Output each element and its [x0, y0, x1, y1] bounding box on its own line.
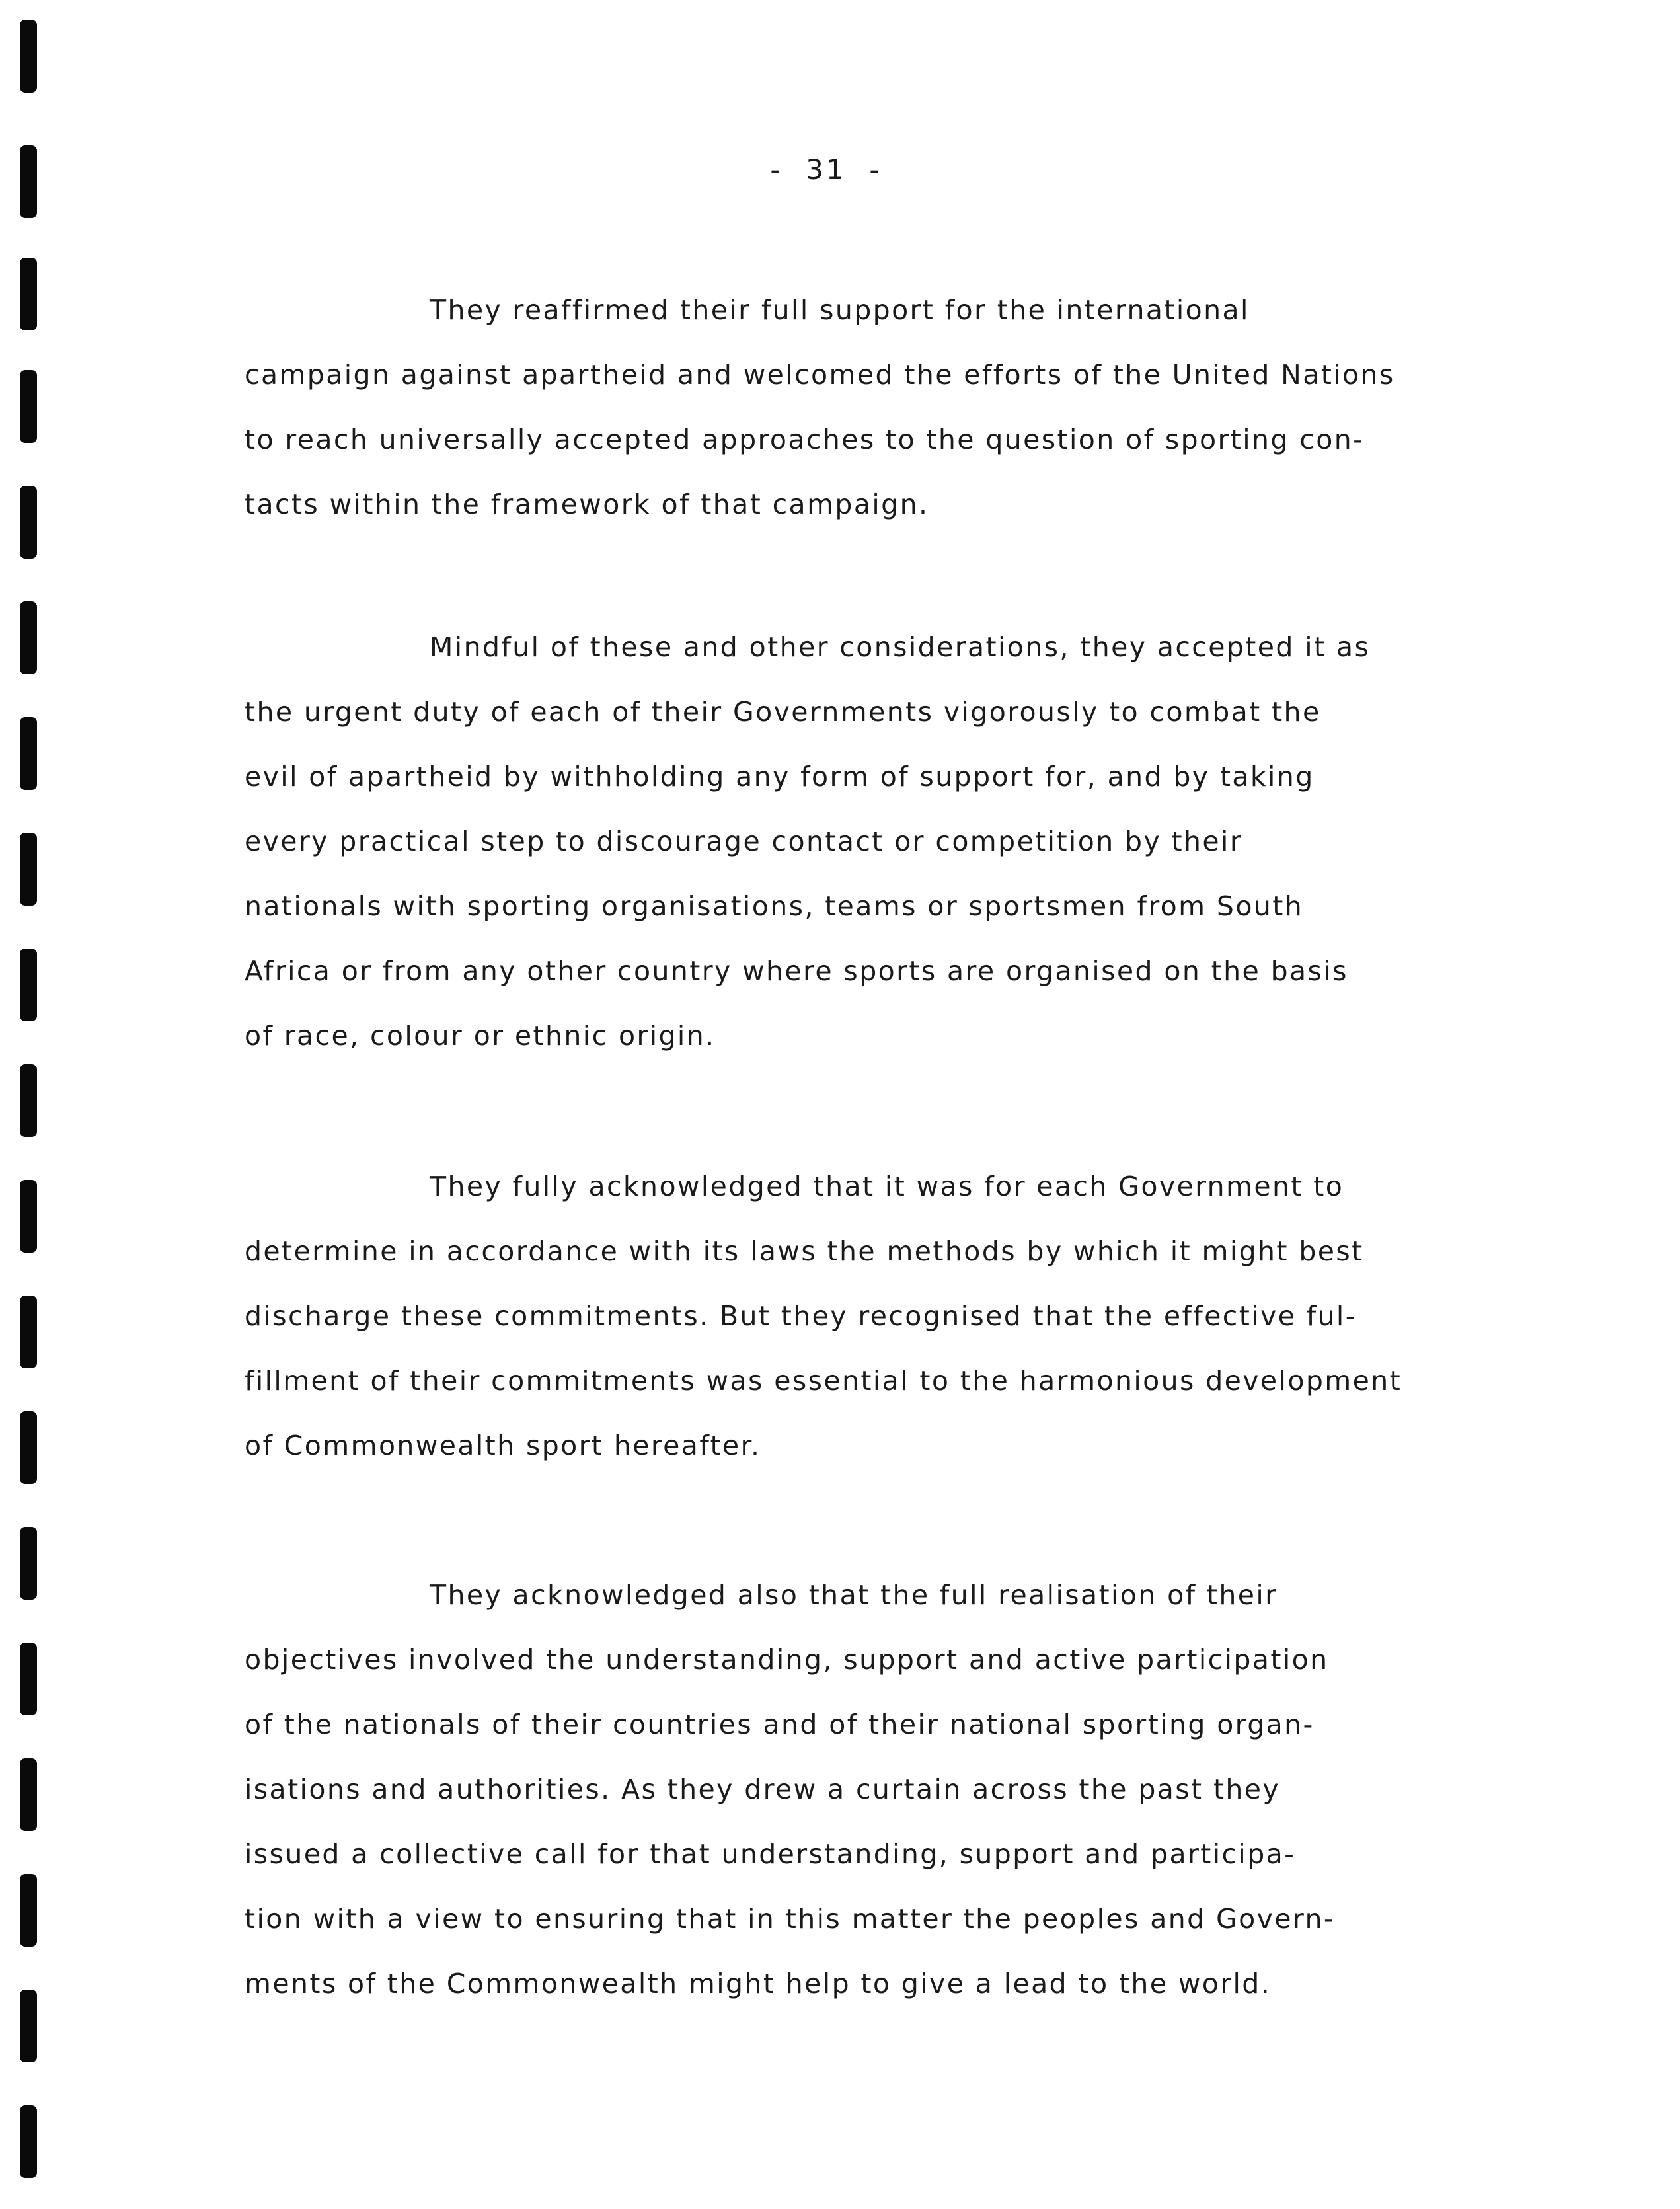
binding-hole [20, 601, 37, 674]
text-line: objectives involved the understanding, support and active participation [245, 1644, 1329, 1676]
binding-hole [20, 1990, 37, 2062]
text-line: They fully acknowledged that it was for each Government to [430, 1171, 1344, 1202]
paragraph [245, 1563, 1480, 2016]
binding-hole [20, 1643, 37, 1715]
text-line: of Commonwealth sport hereafter. [245, 1430, 761, 1461]
text-line: every practical step to discourage contact or competition by their [245, 826, 1243, 857]
binding-hole [20, 20, 37, 93]
text-line: They acknowledged also that the full realisation of their [430, 1579, 1278, 1611]
binding-hole [20, 717, 37, 790]
text-line: the urgent duty of each of their Governments vigorously to combat the [245, 696, 1321, 728]
text-line: fillment of their commitments was essential to the harmonious development [245, 1365, 1402, 1397]
text-line: of the nationals of their countries and of their national sporting organ- [245, 1709, 1315, 1740]
binding-hole [20, 1180, 37, 1253]
text-line: issued a collective call for that understanding, support and participa- [245, 1838, 1296, 1870]
text-line: of race, colour or ethnic origin. [245, 1020, 716, 1052]
paragraph [245, 615, 1480, 1068]
binding-holes [9, 0, 49, 2209]
binding-hole [20, 833, 37, 906]
text-line: nationals with sporting organisations, teams or sportsmen from South [245, 890, 1304, 922]
page-number: - 31 - [770, 153, 882, 186]
text-line: determine in accordance with its laws the methods by which it might best [245, 1235, 1364, 1267]
text-line: to reach universally accepted approaches to the question of sporting con- [245, 424, 1365, 455]
text-line: campaign against apartheid and welcomed the efforts of the United Nations [245, 359, 1395, 391]
binding-hole [20, 1527, 37, 1600]
binding-hole [20, 1874, 37, 1947]
binding-hole [20, 486, 37, 559]
binding-hole [20, 1296, 37, 1368]
text-line: tion with a view to ensuring that in this matter the peoples and Govern- [245, 1903, 1336, 1935]
paragraph [245, 278, 1480, 537]
text-line: ments of the Commonwealth might help to give a lead to the world. [245, 1968, 1272, 1999]
text-line: isations and authorities. As they drew a curtain across the past they [245, 1773, 1281, 1805]
text-line: evil of apartheid by withholding any form of support for, and by taking [245, 761, 1315, 793]
binding-hole [20, 1064, 37, 1137]
binding-hole [20, 1411, 37, 1484]
binding-hole [20, 145, 37, 218]
binding-hole [20, 2105, 37, 2178]
text-line: Africa or from any other country where sports are organised on the basis [245, 955, 1348, 987]
binding-hole [20, 949, 37, 1021]
binding-hole [20, 370, 37, 443]
text-line: tacts within the framework of that campaign. [245, 488, 929, 520]
text-line: discharge these commitments. But they recognised that the effective ful- [245, 1300, 1357, 1332]
text-line: Mindful of these and other considerations, they accepted it as [430, 631, 1371, 663]
paragraph [245, 1154, 1480, 1478]
binding-hole [20, 1758, 37, 1831]
text-line: They reaffirmed their full support for the international [430, 294, 1250, 326]
binding-hole [20, 258, 37, 330]
